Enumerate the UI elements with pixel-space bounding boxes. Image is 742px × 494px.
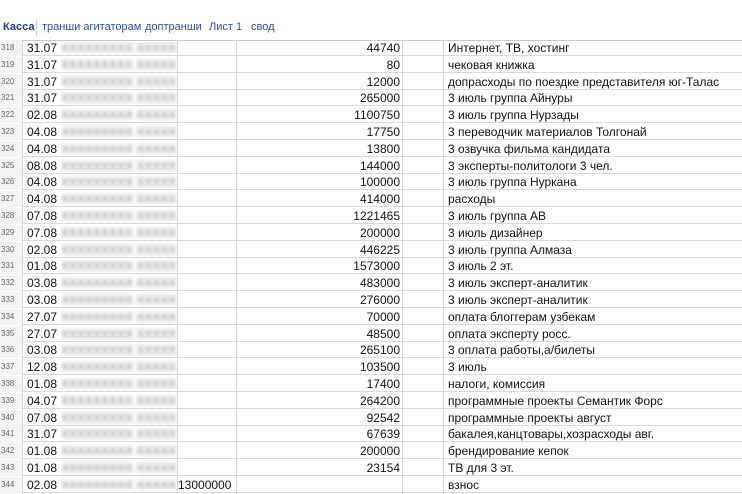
cell-amount[interactable]: 13800 bbox=[366, 141, 400, 156]
redacted-name-blur: ХХХХХХХХХ ХХХХХ bbox=[61, 309, 177, 324]
row-number[interactable]: 333 bbox=[0, 292, 22, 308]
cell-name[interactable] bbox=[61, 225, 177, 241]
cell-extra[interactable] bbox=[178, 74, 236, 90]
cell-description[interactable]: расходы bbox=[448, 192, 496, 207]
cell-name[interactable] bbox=[61, 426, 177, 442]
tab-list-1[interactable]: Лист 1 bbox=[209, 21, 243, 33]
cell-amount[interactable]: 1573000 bbox=[353, 259, 400, 274]
cell-amount[interactable]: 446225 bbox=[359, 242, 400, 257]
cell-description[interactable]: ТВ для 3 эт. bbox=[448, 461, 514, 475]
row-number[interactable]: 337 bbox=[0, 359, 22, 375]
table-row[interactable] bbox=[0, 326, 742, 342]
table-row[interactable] bbox=[0, 225, 742, 241]
table-row[interactable] bbox=[0, 174, 742, 190]
cell-description[interactable]: 3 июль группа АВ bbox=[448, 209, 546, 223]
cell-description[interactable]: брендирование кепок bbox=[448, 444, 569, 459]
cell-amount[interactable]: 100000 bbox=[359, 175, 400, 190]
cell-name[interactable] bbox=[61, 359, 177, 375]
cell-date[interactable]: 04.08 bbox=[27, 125, 58, 139]
cell-name[interactable] bbox=[61, 460, 177, 476]
cell-name[interactable] bbox=[61, 477, 177, 493]
cell-date[interactable]: 27.07 bbox=[27, 309, 58, 324]
cell-name[interactable] bbox=[61, 124, 177, 140]
cell-name[interactable] bbox=[61, 158, 177, 174]
cell-description[interactable]: 3 эксперты-политологи 3 чел. bbox=[448, 158, 613, 173]
cell-description[interactable]: 3 июль дизайнер bbox=[448, 225, 543, 240]
cell-name[interactable] bbox=[61, 275, 177, 291]
row-number[interactable]: 331 bbox=[0, 258, 22, 274]
cell-amount[interactable]: 92542 bbox=[366, 410, 400, 425]
cell-amount[interactable]: 264200 bbox=[359, 393, 400, 408]
cell-description[interactable]: 3 июль эксперт-аналитик bbox=[448, 276, 588, 291]
table-row[interactable] bbox=[0, 376, 742, 392]
row-number[interactable]: 327 bbox=[0, 191, 22, 207]
cell-name[interactable] bbox=[61, 74, 177, 90]
redacted-name-blur: ХХХХХХХХХ ХХХХХ bbox=[61, 141, 177, 156]
cell-amount[interactable]: 483000 bbox=[359, 276, 400, 291]
cell-extra[interactable] bbox=[178, 174, 236, 190]
row-number[interactable]: 330 bbox=[0, 242, 22, 258]
table-row[interactable] bbox=[0, 410, 742, 426]
table-row[interactable] bbox=[0, 40, 742, 56]
cell-date[interactable]: 03.08 bbox=[27, 276, 58, 291]
cell-description[interactable]: 3 июль группа Алмаза bbox=[448, 242, 572, 257]
cell-name[interactable] bbox=[61, 57, 177, 73]
cell-extra[interactable] bbox=[178, 57, 236, 73]
table-row[interactable] bbox=[0, 292, 742, 308]
cell-amount[interactable]: 48500 bbox=[366, 326, 400, 341]
cell-description[interactable]: налоги, комиссия bbox=[448, 377, 546, 391]
cell-amount[interactable]: 144000 bbox=[359, 158, 400, 173]
cell-date[interactable]: 12.08 bbox=[27, 360, 58, 375]
row-number[interactable]: 323 bbox=[0, 124, 22, 140]
cell-description[interactable]: допрасходы по поездке представителя юг-Талас bbox=[448, 74, 720, 89]
cell-name[interactable] bbox=[61, 174, 177, 190]
table-row[interactable] bbox=[0, 242, 742, 258]
redacted-name-blur: ХХХХХХХХХ ХХХХХ bbox=[61, 41, 177, 55]
tab-divider bbox=[36, 20, 37, 36]
cell-description[interactable]: 3 озвучка фильма кандидата bbox=[448, 141, 610, 156]
cell-extra[interactable] bbox=[178, 342, 236, 358]
cell-amount[interactable]: 44740 bbox=[366, 41, 400, 55]
row-number[interactable]: 324 bbox=[0, 141, 22, 157]
row-number[interactable]: 336 bbox=[0, 342, 22, 358]
cell-extra[interactable] bbox=[178, 460, 236, 476]
table-row[interactable] bbox=[0, 275, 742, 291]
cell-extra[interactable] bbox=[178, 376, 236, 392]
table-row[interactable] bbox=[0, 90, 742, 106]
redacted-name-blur: ХХХХХХХХХ ХХХХХ bbox=[61, 242, 177, 257]
cell-amount[interactable]: 1221465 bbox=[353, 209, 400, 223]
cell-date[interactable]: 02.08 bbox=[27, 477, 58, 492]
row-number[interactable]: 329 bbox=[0, 225, 22, 241]
cell-amount[interactable]: 12000 bbox=[366, 74, 400, 89]
row-number[interactable]: 321 bbox=[0, 90, 22, 106]
table-row[interactable] bbox=[0, 460, 742, 476]
cell-description[interactable]: программные проекты Семантик Форс bbox=[448, 393, 663, 408]
row-number[interactable]: 320 bbox=[0, 74, 22, 90]
row-number[interactable]: 342 bbox=[0, 443, 22, 459]
row-number[interactable]: 334 bbox=[0, 309, 22, 325]
redacted-name-blur: ХХХХХХХХХ ХХХХХ bbox=[61, 393, 177, 408]
cell-name[interactable] bbox=[61, 141, 177, 157]
cell-amount[interactable]: 23154 bbox=[366, 461, 400, 475]
cell-extra[interactable] bbox=[178, 410, 236, 426]
row-number[interactable]: 319 bbox=[0, 57, 22, 73]
cell-description[interactable]: 3 июль 2 эт. bbox=[448, 259, 514, 274]
cell-extra[interactable] bbox=[178, 90, 236, 106]
cell-date[interactable]: 04.07 bbox=[27, 393, 58, 408]
cell-date[interactable]: 08.08 bbox=[27, 158, 58, 173]
cell-extra[interactable] bbox=[178, 393, 236, 409]
cell-date[interactable]: 03.08 bbox=[27, 293, 58, 307]
table-row[interactable] bbox=[0, 426, 742, 442]
cell-date[interactable]: 31.07 bbox=[27, 91, 58, 106]
cell-name[interactable] bbox=[61, 208, 177, 224]
redacted-name-blur: ХХХХХХХХХ ХХХХХ bbox=[61, 57, 177, 72]
redacted-name-blur: ХХХХХХХХХ ХХХХХ bbox=[61, 444, 177, 459]
cell-amount[interactable] bbox=[236, 477, 402, 493]
row-number[interactable]: 335 bbox=[0, 326, 22, 342]
cell-description[interactable]: Интернет, ТВ, хостинг bbox=[448, 41, 570, 55]
redacted-name-blur: ХХХХХХХХХ ХХХХХ bbox=[61, 410, 177, 425]
cell-amount[interactable]: 276000 bbox=[359, 293, 400, 307]
cell-name[interactable] bbox=[61, 40, 177, 56]
cell-description[interactable]: 3 переводчик материалов Толгонай bbox=[448, 125, 647, 139]
redacted-name-blur: ХХХХХХХХХ ХХХХХ bbox=[61, 293, 177, 307]
redacted-name-blur: ХХХХХХХХХ ХХХХХ bbox=[61, 427, 177, 442]
cell-extra[interactable] bbox=[178, 426, 236, 442]
cell-amount[interactable]: 17750 bbox=[366, 125, 400, 139]
cell-date[interactable]: 03.08 bbox=[27, 343, 58, 358]
table-row[interactable] bbox=[0, 74, 742, 90]
redacted-name-blur: ХХХХХХХХХ ХХХХХ bbox=[61, 158, 177, 173]
cell-description[interactable]: 3 июль группа Айнуры bbox=[448, 91, 573, 106]
cell-date[interactable]: 01.08 bbox=[27, 377, 58, 391]
cell-extra[interactable] bbox=[178, 158, 236, 174]
table-row[interactable] bbox=[0, 57, 742, 73]
table-row[interactable] bbox=[0, 393, 742, 409]
row-number[interactable]: 344 bbox=[0, 477, 22, 493]
cell-amount[interactable]: 265100 bbox=[359, 343, 400, 358]
cell-extra[interactable] bbox=[178, 225, 236, 241]
cell-extra[interactable] bbox=[178, 124, 236, 140]
cell-date[interactable]: 31.07 bbox=[27, 41, 58, 55]
table-row[interactable] bbox=[0, 124, 742, 140]
redacted-name-blur: ХХХХХХХХХ ХХХХХ bbox=[61, 276, 177, 291]
cell-amount[interactable]: 1100750 bbox=[354, 108, 400, 123]
table-row[interactable] bbox=[0, 141, 742, 157]
cell-date[interactable]: 07.08 bbox=[27, 225, 58, 240]
cell-description[interactable]: 3 июль группа Нуркана bbox=[448, 175, 577, 190]
table-row[interactable] bbox=[0, 359, 742, 375]
cell-extra[interactable] bbox=[178, 40, 236, 56]
cell-amount[interactable]: 17400 bbox=[366, 377, 400, 391]
row-number[interactable]: 328 bbox=[0, 208, 22, 224]
tab-transhi-agitatoram[interactable]: транши агитаторам bbox=[42, 21, 142, 33]
cell-date[interactable]: 31.07 bbox=[27, 74, 58, 89]
tab-svod[interactable]: свод bbox=[251, 21, 275, 33]
redacted-name-blur: ХХХХХХХХХ ХХХХХ bbox=[61, 477, 177, 492]
cell-amount[interactable]: 103500 bbox=[359, 360, 400, 375]
cell-date[interactable]: 01.08 bbox=[27, 444, 58, 459]
row-number[interactable]: 341 bbox=[0, 426, 22, 442]
redacted-name-blur: ХХХХХХХХХ ХХХХХ bbox=[61, 91, 177, 106]
row-number[interactable]: 325 bbox=[0, 158, 22, 174]
cell-extra[interactable] bbox=[178, 208, 236, 224]
cell-extra[interactable] bbox=[178, 275, 236, 291]
cell-name[interactable] bbox=[61, 326, 177, 342]
cell-description[interactable]: бакалея,канцтовары,хозрасходы авг. bbox=[448, 427, 655, 442]
table-row[interactable] bbox=[0, 443, 742, 459]
cell-date[interactable]: 01.08 bbox=[27, 259, 58, 274]
redacted-name-blur: ХХХХХХХХХ ХХХХХ bbox=[61, 360, 177, 375]
cell-extra[interactable] bbox=[178, 191, 236, 207]
cell-description[interactable]: 3 июль bbox=[448, 360, 487, 375]
cell-extra[interactable] bbox=[178, 326, 236, 342]
table-row[interactable] bbox=[0, 107, 742, 123]
cell-amount[interactable]: 67639 bbox=[366, 427, 400, 442]
cell-amount[interactable]: 414000 bbox=[359, 192, 400, 207]
cell-name[interactable] bbox=[61, 376, 177, 392]
row-number[interactable]: 339 bbox=[0, 393, 22, 409]
cell-name[interactable] bbox=[61, 292, 177, 308]
redacted-name-blur: ХХХХХХХХХ ХХХХХ bbox=[61, 108, 177, 123]
cell-name[interactable] bbox=[61, 107, 177, 123]
cell-amount[interactable]: 200000 bbox=[359, 444, 400, 459]
cell-name[interactable] bbox=[61, 309, 177, 325]
cell-name[interactable] bbox=[61, 242, 177, 258]
cell-name[interactable] bbox=[61, 342, 177, 358]
cell-name[interactable] bbox=[61, 258, 177, 274]
cell-description[interactable]: 3 оплата работы,а/билеты bbox=[448, 343, 596, 358]
redacted-name-blur: ХХХХХХХХХ ХХХХХ bbox=[61, 225, 177, 240]
row-number[interactable]: 340 bbox=[0, 410, 22, 426]
cell-amount[interactable]: 200000 bbox=[359, 225, 400, 240]
table-row[interactable] bbox=[0, 191, 742, 207]
cell-extra[interactable] bbox=[178, 292, 236, 308]
redacted-name-blur: ХХХХХХХХХ ХХХХХ bbox=[61, 209, 177, 223]
table-row[interactable] bbox=[0, 258, 742, 274]
row-number[interactable]: 318 bbox=[0, 40, 22, 56]
cell-name[interactable] bbox=[61, 410, 177, 426]
tab-kassa[interactable]: Касса bbox=[3, 21, 35, 33]
cell-extra[interactable] bbox=[178, 258, 236, 274]
cell-date[interactable]: 04.08 bbox=[27, 141, 58, 156]
cell-description[interactable]: оплата эксперту росс. bbox=[448, 326, 571, 341]
cell-date[interactable]: 04.08 bbox=[27, 175, 58, 190]
tab-doptranshi[interactable]: допт​ранши bbox=[145, 21, 202, 33]
cell-description[interactable]: 3 июль группа Нурзады bbox=[448, 108, 579, 123]
cell-date[interactable]: 31.07 bbox=[27, 57, 58, 72]
cell-name[interactable] bbox=[61, 90, 177, 106]
spreadsheet-grid bbox=[0, 40, 742, 494]
redacted-name-blur: ХХХХХХХХХ ХХХХХ bbox=[61, 377, 177, 391]
row-number[interactable]: 326 bbox=[0, 174, 22, 190]
table-row[interactable] bbox=[0, 342, 742, 358]
redacted-name-blur: ХХХХХХХХХ ХХХХХ bbox=[61, 192, 177, 207]
sheet-tabs-bar bbox=[0, 0, 742, 41]
row-number[interactable]: 322 bbox=[0, 107, 22, 123]
cell-extra[interactable]: 13000000 bbox=[178, 477, 232, 492]
row-number[interactable]: 332 bbox=[0, 275, 22, 291]
redacted-name-blur: ХХХХХХХХХ ХХХХХ bbox=[61, 259, 177, 274]
redacted-name-blur: ХХХХХХХХХ ХХХХХ bbox=[61, 125, 177, 139]
cell-description[interactable]: программные проекты август bbox=[448, 410, 612, 425]
redacted-name-blur: ХХХХХХХХХ ХХХХХ bbox=[61, 343, 177, 358]
cell-date[interactable]: 01.08 bbox=[27, 461, 58, 475]
cell-name[interactable] bbox=[61, 393, 177, 409]
row-number[interactable]: 338 bbox=[0, 376, 22, 392]
row-number[interactable]: 343 bbox=[0, 460, 22, 476]
cell-name[interactable] bbox=[61, 191, 177, 207]
table-row[interactable] bbox=[0, 477, 742, 493]
cell-date[interactable]: 04.08 bbox=[27, 192, 58, 207]
redacted-name-blur: ХХХХХХХХХ ХХХХХ bbox=[61, 326, 177, 341]
redacted-name-blur: ХХХХХХХХХ ХХХХХ bbox=[61, 74, 177, 89]
cell-extra[interactable] bbox=[178, 242, 236, 258]
cell-amount[interactable]: 70000 bbox=[366, 309, 400, 324]
cell-extra[interactable] bbox=[178, 107, 236, 123]
table-row[interactable] bbox=[0, 208, 742, 224]
table-row[interactable] bbox=[0, 158, 742, 174]
cell-name[interactable] bbox=[61, 443, 177, 459]
table-row[interactable] bbox=[0, 309, 742, 325]
cell-date[interactable]: 07.08 bbox=[27, 410, 58, 425]
cell-description[interactable]: оплата блоггерам узбекам bbox=[448, 309, 596, 324]
cell-date[interactable]: 31.07 bbox=[27, 427, 58, 442]
cell-description[interactable]: 3 июль эксперт-аналитик bbox=[448, 293, 588, 307]
cell-date[interactable]: 07.08 bbox=[27, 209, 58, 223]
cell-extra[interactable] bbox=[178, 359, 236, 375]
cell-date[interactable]: 02.08 bbox=[27, 242, 58, 257]
redacted-name-blur: ХХХХХХХХХ ХХХХХ bbox=[61, 175, 177, 190]
cell-extra[interactable] bbox=[178, 309, 236, 325]
cell-extra[interactable] bbox=[178, 443, 236, 459]
cell-description[interactable]: взнос bbox=[448, 477, 480, 492]
cell-date[interactable]: 27.07 bbox=[27, 326, 58, 341]
cell-date[interactable]: 02.08 bbox=[27, 108, 58, 123]
cell-amount[interactable]: 80 bbox=[386, 57, 400, 72]
redacted-name-blur: ХХХХХХХХХ ХХХХХ bbox=[61, 461, 177, 475]
cell-description[interactable]: чековая книжка bbox=[448, 57, 535, 72]
cell-extra[interactable] bbox=[178, 141, 236, 157]
cell-amount[interactable]: 265000 bbox=[359, 91, 400, 106]
